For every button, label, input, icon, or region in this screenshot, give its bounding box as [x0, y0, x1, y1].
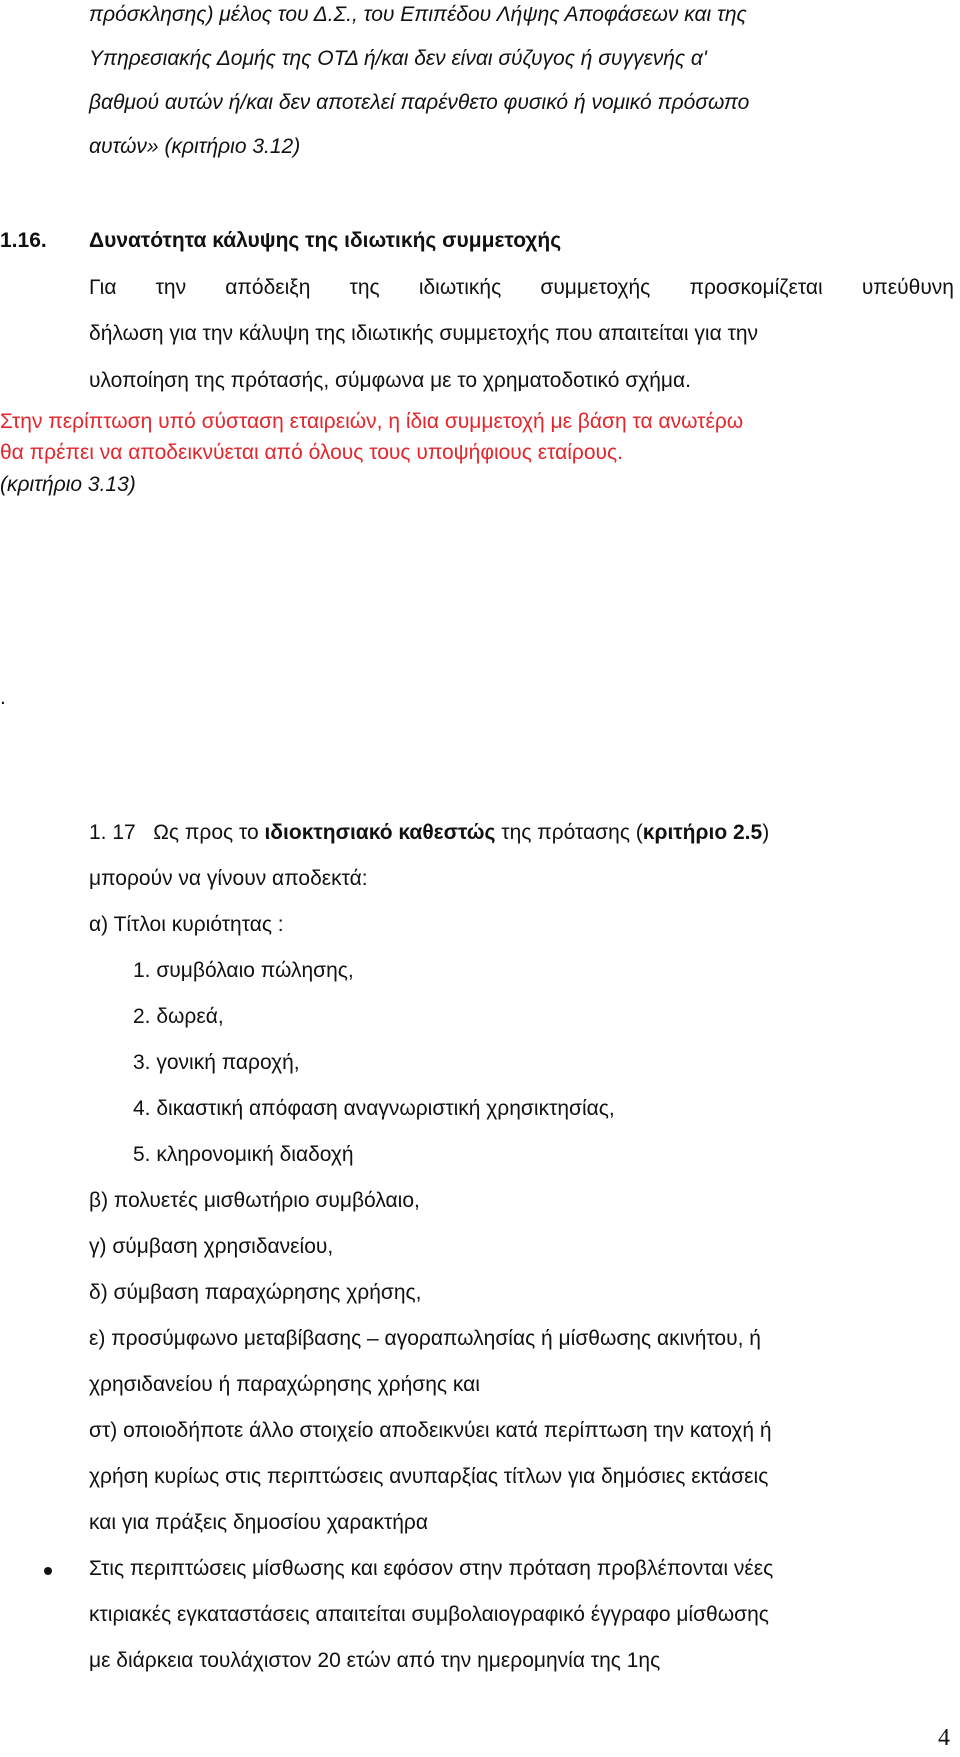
criterion-2-5: κριτήριο 2.5 [642, 821, 763, 844]
numbered-item-4: 4. δικαστική απόφαση αναγνωριστική χρησικτησίας, [133, 1097, 615, 1120]
item-e-line-2: χρησιδανείου ή παραχώρησης χρήσης και [89, 1373, 480, 1396]
numbered-item-2: 2. δωρεά, [133, 1005, 224, 1028]
item-d: δ) σύμβαση παραχώρησης χρήσης, [89, 1281, 422, 1304]
section-116-title: Δυνατότητα κάλυψης της ιδιωτικής συμμετοχής [89, 229, 562, 252]
bullet-line-1: Στις περιπτώσεις μίσθωσης και εφόσον στην πρόταση προβλέπονται νέες [89, 1557, 774, 1580]
item-st-line-3: και για πράξεις δημοσίου χαρακτήρα [89, 1511, 429, 1534]
bullet-line-2: κτιριακές εγκαταστάσεις απαιτείται συμβολαιογραφικό έγγραφο μίσθωσης [89, 1603, 769, 1626]
section-117-post: ) [762, 821, 770, 844]
item-c: γ) σύμβαση χρησιδανείου, [89, 1235, 334, 1258]
section-117-pre: Ως προς το [153, 821, 265, 844]
red-note-line-1: Στην περίπτωση υπό σύσταση εταιρειών, η ίδια συμμετοχή με βάση τα ανωτέρω [0, 410, 744, 433]
intro-line-4: αυτών» (κριτήριο 3.12) [89, 135, 301, 158]
intro-line-2: Υπηρεσιακής Δομής της ΟΤΔ ή/και δεν είναι σύζυγος ή συγγενής α' [89, 47, 707, 70]
section-116-body-line-3: υλοποίηση της πρότασής, σύμφωνα με το χρηματοδοτικό σχήμα. [89, 369, 691, 392]
page-number: 4 [938, 1725, 950, 1751]
numbered-item-3: 3. γονική παροχή, [133, 1051, 300, 1074]
bullet-line-3: με διάρκεια τουλάχιστον 20 ετών από την ημερομηνία της 1ης [89, 1649, 661, 1672]
section-117-line-2: μπορούν να γίνουν αποδεκτά: [89, 867, 368, 890]
intro-line-1: πρόσκλησης) μέλος του Δ.Σ., του Επιπέδου Λήψης Αποφάσεων και της [89, 3, 747, 26]
stray-dot: . [0, 686, 6, 709]
section-116-body-line-2: δήλωση για την κάλυψη της ιδιωτικής συμμετοχής που απαιτείται για την [89, 322, 759, 345]
item-a-title: α) Τίτλοι κυριότητας : [89, 913, 284, 936]
item-e-line-1: ε) προσύμφωνο μεταβίβασης – αγοραπωλησίας ή μίσθωσης ακινήτου, ή [89, 1327, 761, 1350]
section-117-first-line [89, 820, 769, 846]
section-116-number: 1.16. [0, 229, 47, 252]
item-st-line-2: χρήση κυρίως στις περιπτώσεις ανυπαρξίας τίτλων για δημόσιες εκτάσεις [89, 1465, 769, 1488]
section-117-number: 1. 17 [89, 821, 136, 844]
section-116-body-line-1: Για την απόδειξη της ιδιωτικής συμμετοχής προσκομίζεται υπεύθυνη [89, 276, 954, 299]
section-117-mid: της πρότασης ( [495, 821, 643, 844]
item-st-line-1: στ) οποιοδήποτε άλλο στοιχείο αποδεικνύει κατά περίπτωση την κατοχή ή [89, 1419, 772, 1442]
numbered-item-1: 1. συμβόλαιο πώλησης, [133, 959, 354, 982]
criterion-3-13: (κριτήριο 3.13) [0, 473, 136, 496]
item-b: β) πολυετές μισθωτήριο συμβόλαιο, [89, 1189, 420, 1212]
numbered-item-5: 5. κληρονομική διαδοχή [133, 1143, 354, 1166]
bullet-icon [44, 1567, 52, 1575]
ownership-status-term: ιδιοκτησιακό καθεστώς [264, 821, 496, 844]
intro-line-3: βαθμού αυτών ή/και δεν αποτελεί παρένθετο φυσικό ή νομικό πρόσωπο [89, 91, 750, 114]
red-note-line-2: θα πρέπει να αποδεικνύεται από όλους τους υποψήφιους εταίρους. [0, 441, 623, 464]
